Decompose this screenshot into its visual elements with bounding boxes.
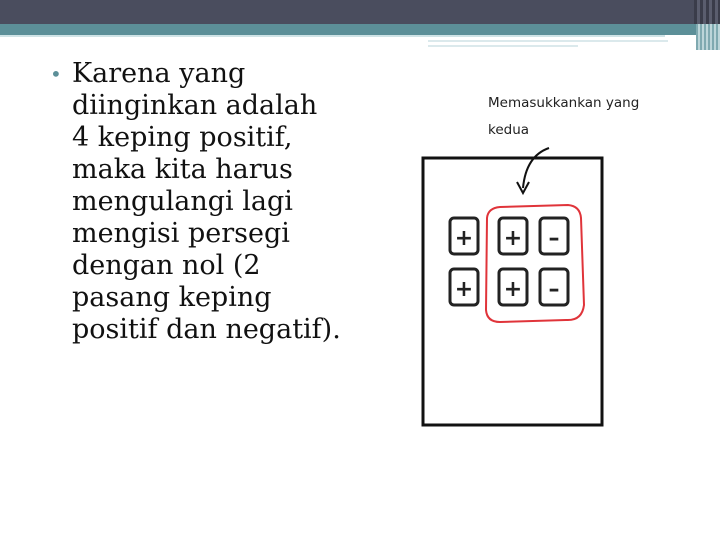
bullet-line: mengisi persegi [72, 218, 290, 249]
zero-pair-tile [499, 218, 527, 254]
zero-pair-tile [540, 218, 568, 254]
bullet-line: 4 keping positif, [72, 122, 293, 153]
tile-symbol: + [454, 226, 474, 251]
bullet-line: diinginkan adalah [72, 90, 318, 121]
tile-symbol: – [548, 226, 560, 251]
bullet-line: Karena yang [72, 58, 246, 89]
zero-pair-tile [450, 218, 478, 254]
bullet-line: pasang keping [72, 282, 272, 313]
zero-pair-tile [450, 269, 478, 305]
bullet-line: positif dan negatif). [72, 314, 341, 345]
bullet-dot-icon: • [50, 62, 62, 86]
caption-line: kedua [488, 122, 530, 138]
zero-pair-tile [499, 269, 527, 305]
tile-symbol: + [454, 277, 474, 302]
bullet-line: dengan nol (2 [72, 250, 261, 281]
tile-symbol: + [503, 277, 523, 302]
zero-pair-tile [540, 269, 568, 305]
caption-line: Memasukkankan yang [488, 95, 640, 111]
bullet-line: maka kita harus [72, 154, 293, 185]
tile-symbol: + [503, 226, 523, 251]
arrow-shaft [523, 148, 549, 188]
tile-symbol: – [548, 277, 560, 302]
bullet-line: mengulangi lagi [72, 186, 293, 217]
